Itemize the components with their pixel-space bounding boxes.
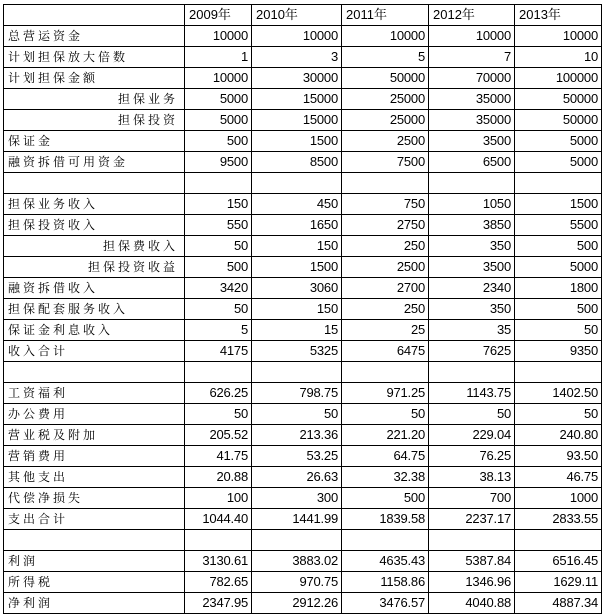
value-cell: 2700 (342, 278, 429, 299)
value-cell: 6475 (342, 341, 429, 362)
table-body (4, 26, 602, 614)
spacer-row (4, 362, 602, 383)
value-cell: 7625 (429, 341, 515, 362)
table-row (4, 131, 602, 152)
row-label: 保证金利息收入 (4, 320, 185, 341)
table-row (4, 26, 602, 47)
value-cell: 1000 (515, 488, 602, 509)
value-cell: 1500 (252, 131, 342, 152)
value-cell: 750 (342, 194, 429, 215)
value-cell: 1346.96 (429, 572, 515, 593)
value-cell: 50000 (515, 110, 602, 131)
header-year-2011: 2011年 (342, 5, 429, 26)
value-cell: 10000 (515, 26, 602, 47)
value-cell: 4040.88 (429, 593, 515, 614)
value-cell: 1402.50 (515, 383, 602, 404)
header-year-2009: 2009年 (185, 5, 252, 26)
row-label: 收入合计 (4, 341, 185, 362)
value-cell (515, 530, 602, 551)
value-cell: 205.52 (185, 425, 252, 446)
value-cell: 4635.43 (342, 551, 429, 572)
value-cell: 50 (342, 404, 429, 425)
row-label: 办公费用 (4, 404, 185, 425)
row-label: 保证金 (4, 131, 185, 152)
row-label: 计划担保金额 (4, 68, 185, 89)
row-label (4, 362, 185, 383)
value-cell: 971.25 (342, 383, 429, 404)
value-cell: 229.04 (429, 425, 515, 446)
value-cell: 240.80 (515, 425, 602, 446)
value-cell: 350 (429, 299, 515, 320)
value-cell: 2237.17 (429, 509, 515, 530)
value-cell: 5 (342, 47, 429, 68)
value-cell: 7500 (342, 152, 429, 173)
value-cell: 2340 (429, 278, 515, 299)
value-cell (185, 530, 252, 551)
value-cell: 10000 (429, 26, 515, 47)
row-label: 营业税及附加 (4, 425, 185, 446)
value-cell: 2500 (342, 257, 429, 278)
value-cell: 1158.86 (342, 572, 429, 593)
table-row (4, 47, 602, 68)
value-cell: 15000 (252, 89, 342, 110)
value-cell: 32.38 (342, 467, 429, 488)
value-cell: 782.65 (185, 572, 252, 593)
row-label: 担保配套服务收入 (4, 299, 185, 320)
header-year-2010: 2010年 (252, 5, 342, 26)
value-cell: 25000 (342, 110, 429, 131)
value-cell: 3130.61 (185, 551, 252, 572)
header-row (4, 5, 602, 26)
value-cell: 2912.26 (252, 593, 342, 614)
value-cell: 50000 (515, 89, 602, 110)
value-cell: 150 (252, 236, 342, 257)
value-cell: 15 (252, 320, 342, 341)
value-cell: 5387.84 (429, 551, 515, 572)
table-row (4, 278, 602, 299)
value-cell: 35000 (429, 89, 515, 110)
row-label: 净利润 (4, 593, 185, 614)
value-cell (342, 362, 429, 383)
value-cell: 15000 (252, 110, 342, 131)
value-cell: 2500 (342, 131, 429, 152)
value-cell: 100 (185, 488, 252, 509)
value-cell: 2833.55 (515, 509, 602, 530)
table-row (4, 194, 602, 215)
value-cell: 250 (342, 299, 429, 320)
value-cell: 5325 (252, 341, 342, 362)
table-row (4, 89, 602, 110)
row-sublabel: 担保业务 (4, 89, 185, 110)
value-cell (252, 173, 342, 194)
value-cell: 50 (185, 404, 252, 425)
value-cell: 9350 (515, 341, 602, 362)
row-sublabel: 担保费收入 (4, 236, 185, 257)
value-cell (515, 362, 602, 383)
value-cell: 10000 (252, 26, 342, 47)
value-cell: 76.25 (429, 446, 515, 467)
value-cell: 350 (429, 236, 515, 257)
row-label (4, 530, 185, 551)
value-cell (185, 173, 252, 194)
value-cell: 5 (185, 320, 252, 341)
value-cell: 10000 (342, 26, 429, 47)
value-cell: 50 (185, 236, 252, 257)
row-label: 工资福利 (4, 383, 185, 404)
value-cell: 26.63 (252, 467, 342, 488)
table-row (4, 488, 602, 509)
value-cell: 50 (515, 404, 602, 425)
value-cell: 1 (185, 47, 252, 68)
value-cell: 500 (185, 257, 252, 278)
value-cell: 93.50 (515, 446, 602, 467)
value-cell: 1629.11 (515, 572, 602, 593)
table-row (4, 236, 602, 257)
value-cell: 5000 (515, 152, 602, 173)
value-cell: 970.75 (252, 572, 342, 593)
value-cell: 3420 (185, 278, 252, 299)
value-cell: 1441.99 (252, 509, 342, 530)
value-cell: 1500 (515, 194, 602, 215)
value-cell: 3500 (429, 257, 515, 278)
table-row (4, 341, 602, 362)
value-cell: 70000 (429, 68, 515, 89)
row-label: 融资拆借可用资金 (4, 152, 185, 173)
value-cell: 4887.34 (515, 593, 602, 614)
value-cell: 4175 (185, 341, 252, 362)
header-year-2012: 2012年 (429, 5, 515, 26)
row-sublabel: 担保投资收益 (4, 257, 185, 278)
spacer-row (4, 530, 602, 551)
value-cell: 35000 (429, 110, 515, 131)
value-cell: 5000 (515, 131, 602, 152)
value-cell: 500 (342, 488, 429, 509)
value-cell: 7 (429, 47, 515, 68)
value-cell (429, 362, 515, 383)
value-cell: 500 (185, 131, 252, 152)
value-cell: 3060 (252, 278, 342, 299)
value-cell: 2347.95 (185, 593, 252, 614)
table-row (4, 68, 602, 89)
value-cell: 5000 (185, 89, 252, 110)
value-cell: 626.25 (185, 383, 252, 404)
table-row (4, 320, 602, 341)
table-row (4, 404, 602, 425)
value-cell: 1800 (515, 278, 602, 299)
table-row (4, 467, 602, 488)
value-cell: 9500 (185, 152, 252, 173)
value-cell: 50 (252, 404, 342, 425)
row-label: 代偿净损失 (4, 488, 185, 509)
value-cell: 3883.02 (252, 551, 342, 572)
value-cell: 798.75 (252, 383, 342, 404)
value-cell: 1500 (252, 257, 342, 278)
table-row (4, 215, 602, 236)
value-cell: 100000 (515, 68, 602, 89)
table-row (4, 572, 602, 593)
value-cell: 50 (185, 299, 252, 320)
value-cell (342, 530, 429, 551)
header-corner-cell (4, 5, 185, 26)
value-cell: 150 (185, 194, 252, 215)
table-row (4, 299, 602, 320)
row-label (4, 173, 185, 194)
value-cell: 150 (252, 299, 342, 320)
value-cell (429, 173, 515, 194)
row-label: 担保业务收入 (4, 194, 185, 215)
value-cell (342, 173, 429, 194)
table-row (4, 425, 602, 446)
value-cell: 1143.75 (429, 383, 515, 404)
value-cell: 5500 (515, 215, 602, 236)
header-year-2013: 2013年 (515, 5, 602, 26)
table-row (4, 509, 602, 530)
row-label: 其他支出 (4, 467, 185, 488)
row-label: 所得税 (4, 572, 185, 593)
table-row (4, 152, 602, 173)
value-cell: 41.75 (185, 446, 252, 467)
value-cell: 700 (429, 488, 515, 509)
value-cell: 1839.58 (342, 509, 429, 530)
value-cell (515, 173, 602, 194)
value-cell: 250 (342, 236, 429, 257)
value-cell: 3500 (429, 131, 515, 152)
table-row (4, 383, 602, 404)
value-cell: 53.25 (252, 446, 342, 467)
row-label: 支出合计 (4, 509, 185, 530)
financial-projection-table (3, 4, 602, 614)
value-cell: 50 (429, 404, 515, 425)
value-cell: 5000 (515, 257, 602, 278)
value-cell: 38.13 (429, 467, 515, 488)
table-row (4, 257, 602, 278)
value-cell: 5000 (185, 110, 252, 131)
value-cell (429, 530, 515, 551)
table-row (4, 110, 602, 131)
value-cell: 221.20 (342, 425, 429, 446)
value-cell: 3850 (429, 215, 515, 236)
value-cell (252, 530, 342, 551)
value-cell: 213.36 (252, 425, 342, 446)
value-cell: 35 (429, 320, 515, 341)
row-label: 营销费用 (4, 446, 185, 467)
value-cell: 6500 (429, 152, 515, 173)
value-cell: 2750 (342, 215, 429, 236)
table-row (4, 446, 602, 467)
value-cell: 6516.45 (515, 551, 602, 572)
value-cell: 450 (252, 194, 342, 215)
value-cell: 300 (252, 488, 342, 509)
value-cell: 50000 (342, 68, 429, 89)
value-cell: 550 (185, 215, 252, 236)
value-cell: 8500 (252, 152, 342, 173)
row-label: 融资拆借收入 (4, 278, 185, 299)
spacer-row (4, 173, 602, 194)
value-cell: 30000 (252, 68, 342, 89)
value-cell (185, 362, 252, 383)
row-label: 总营运资金 (4, 26, 185, 47)
value-cell: 1650 (252, 215, 342, 236)
value-cell: 1044.40 (185, 509, 252, 530)
value-cell: 500 (515, 236, 602, 257)
value-cell (252, 362, 342, 383)
value-cell: 25000 (342, 89, 429, 110)
row-label: 计划担保放大倍数 (4, 47, 185, 68)
row-sublabel: 担保投资 (4, 110, 185, 131)
value-cell: 25 (342, 320, 429, 341)
table-row (4, 551, 602, 572)
value-cell: 1050 (429, 194, 515, 215)
value-cell: 50 (515, 320, 602, 341)
value-cell: 10 (515, 47, 602, 68)
row-label: 利润 (4, 551, 185, 572)
value-cell: 3 (252, 47, 342, 68)
value-cell: 46.75 (515, 467, 602, 488)
value-cell: 10000 (185, 68, 252, 89)
value-cell: 10000 (185, 26, 252, 47)
value-cell: 500 (515, 299, 602, 320)
table-row (4, 593, 602, 614)
value-cell: 20.88 (185, 467, 252, 488)
value-cell: 3476.57 (342, 593, 429, 614)
row-label: 担保投资收入 (4, 215, 185, 236)
value-cell: 64.75 (342, 446, 429, 467)
